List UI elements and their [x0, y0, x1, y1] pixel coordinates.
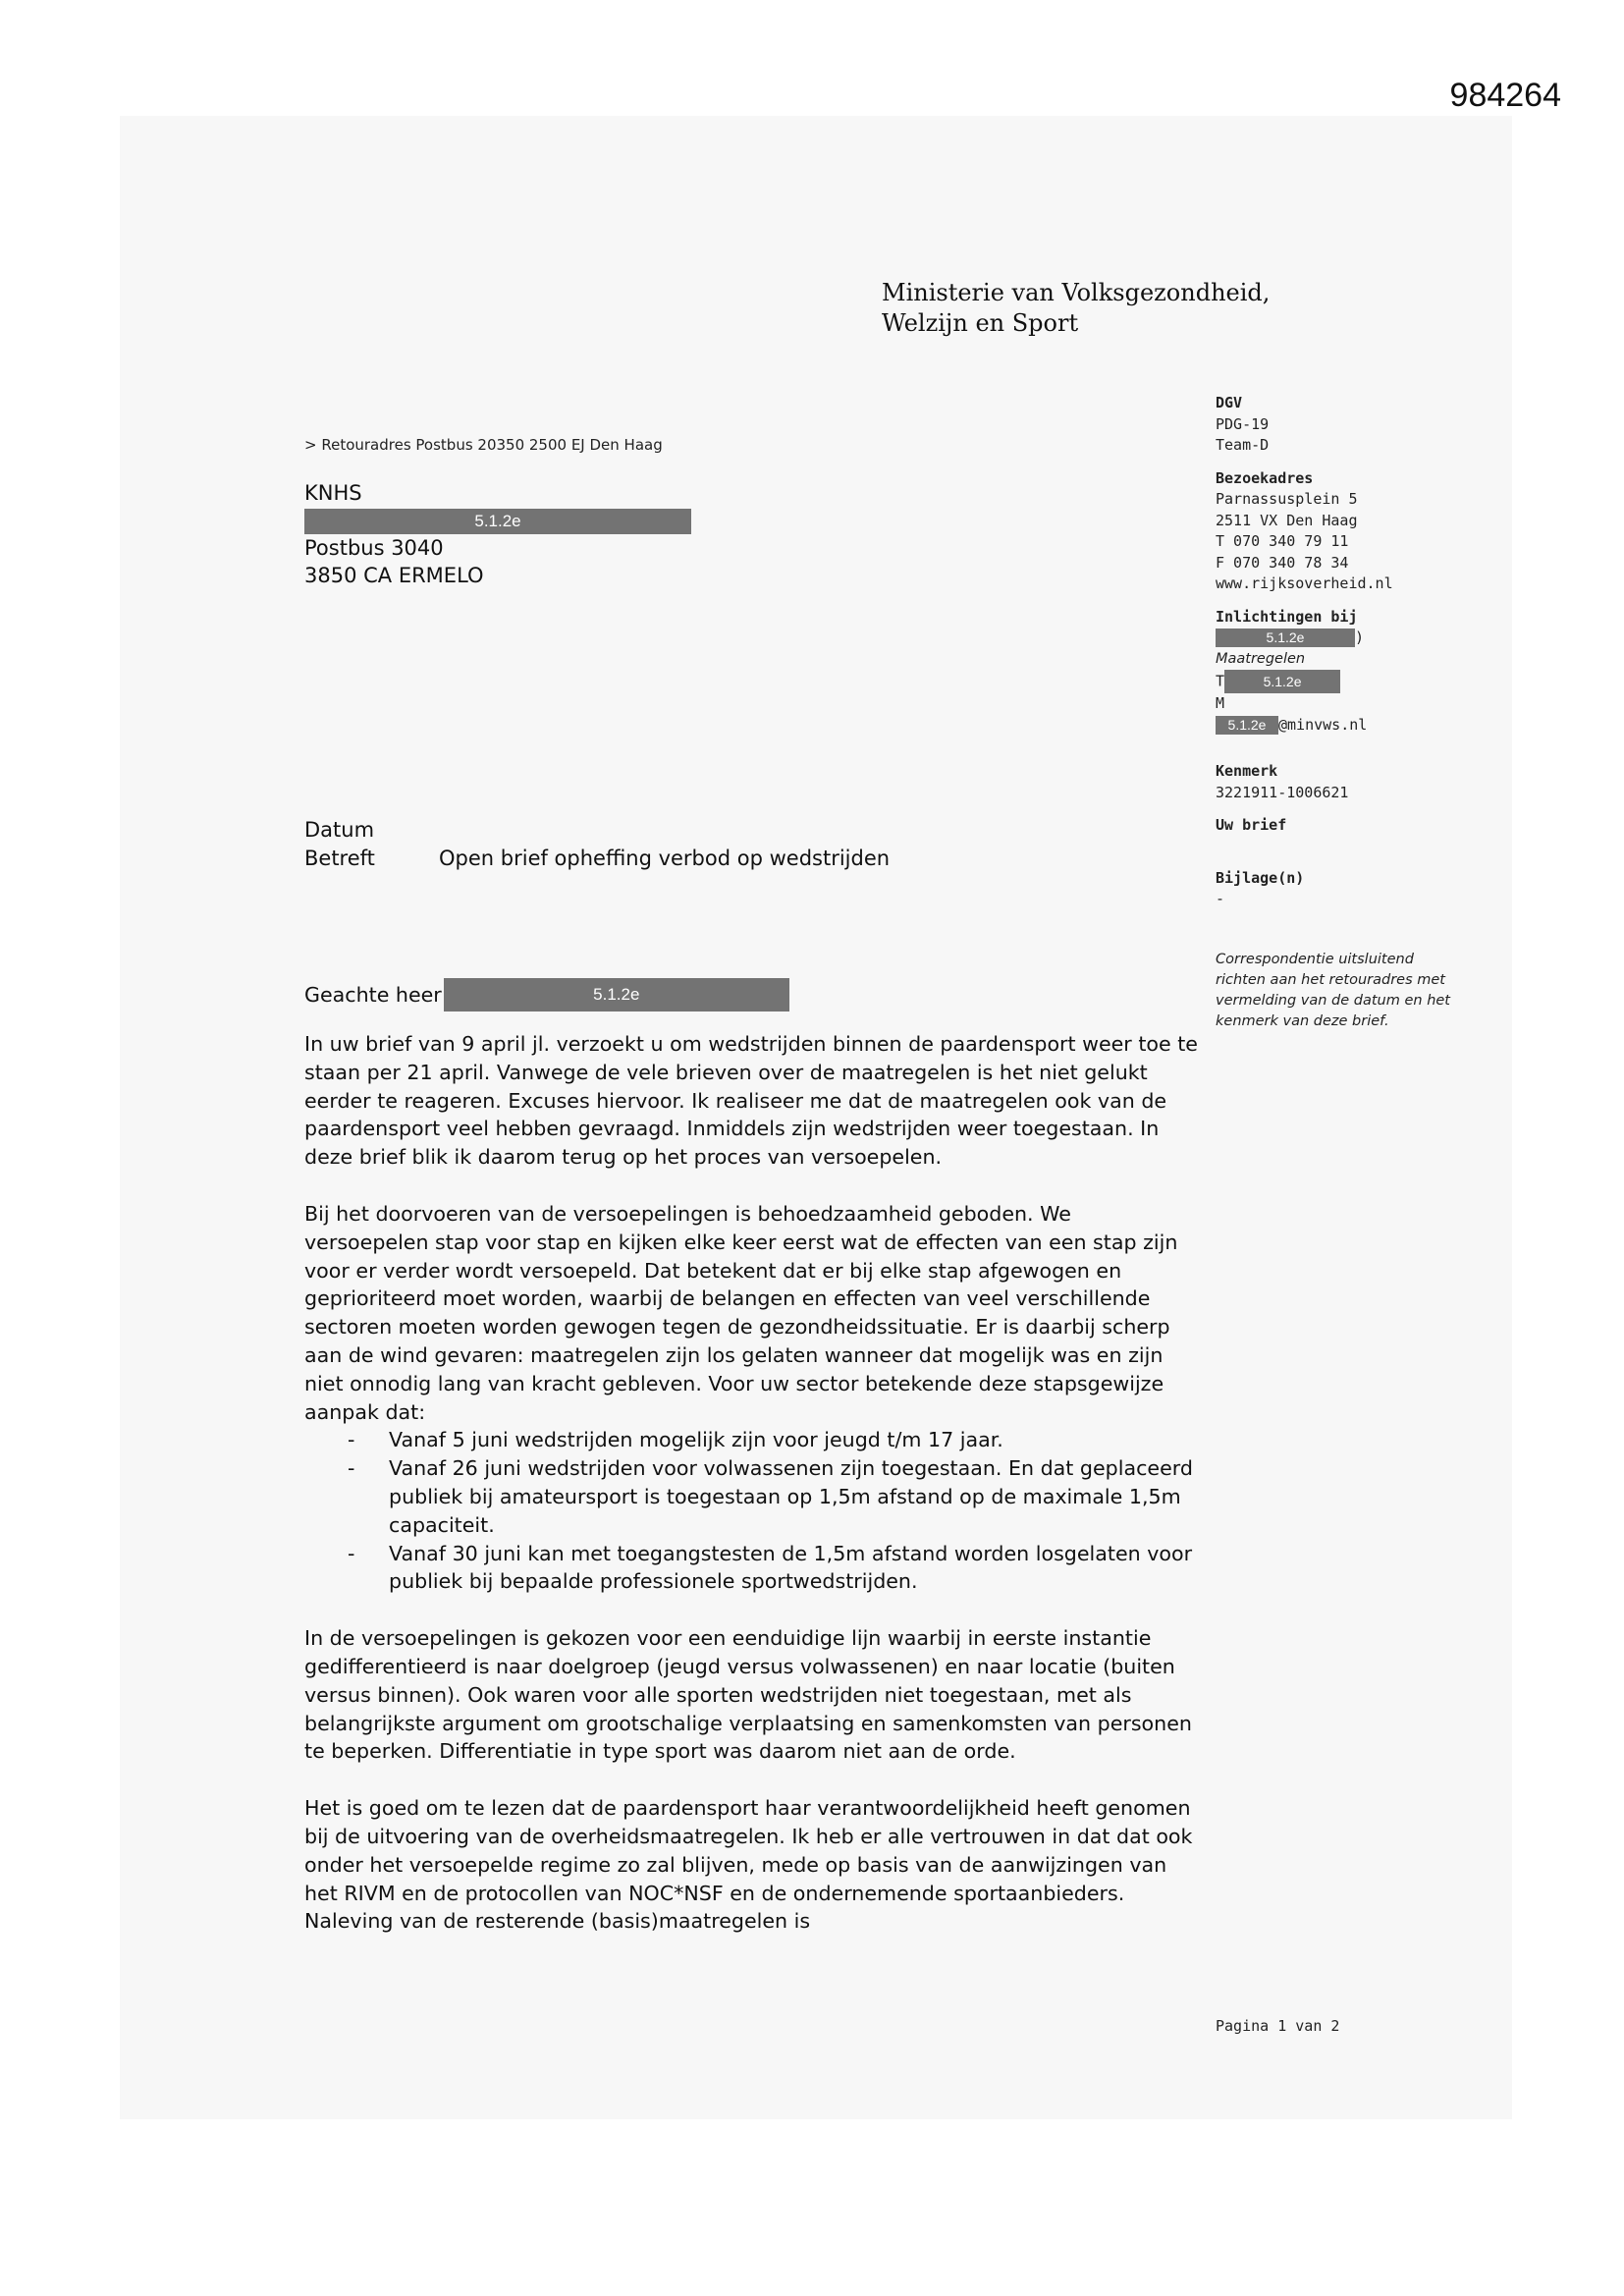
website-link[interactable]: www.rijksoverheid.nl — [1216, 574, 1393, 592]
recipient-address — [304, 479, 691, 589]
visit-label: Bezoekadres — [1216, 468, 1314, 487]
street: Parnassusplein 5 — [1216, 490, 1358, 508]
measures-list — [304, 1426, 1200, 1596]
t-label: T — [1216, 672, 1225, 690]
info-topic: Maatregelen — [1216, 650, 1306, 667]
ministry-logo-text — [882, 278, 1270, 339]
redacted-block: 5.1.2e — [304, 509, 691, 534]
postal: 2511 VX Den Haag — [1216, 511, 1358, 529]
team: Team-D — [1216, 436, 1270, 454]
dept: DGV — [1216, 394, 1243, 411]
redacted-block: 5.1.2e — [1216, 629, 1355, 647]
info-paren: ) — [1355, 629, 1365, 646]
your-letter-label: Uw brief — [1216, 816, 1287, 834]
salutation: Geachte heer — [304, 982, 442, 1007]
page-number: Pagina 1 van 2 — [1216, 2017, 1340, 2035]
correspondence-note: Correspondentie uitsluitend richten aan het retouradres met vermelding van de datum en het kenmerk van deze brief. — [1216, 951, 1450, 1029]
recipient-postbox: Postbus 3040 — [304, 536, 444, 560]
list-item: - Vanaf 5 juni wedstrijden mogelijk zijn voor jeugd t/m 17 jaar. — [304, 1426, 1200, 1454]
ref-value: 3221911-1006621 — [1216, 783, 1349, 801]
unit: PDG-19 — [1216, 414, 1270, 433]
return-address: > Retouradres Postbus 20350 2500 EJ Den Haag — [304, 436, 663, 454]
date-label: Datum — [304, 818, 375, 842]
redacted-block: 5.1.2e — [1216, 716, 1278, 735]
attachment-label: Bijlage(n) — [1216, 868, 1305, 887]
salutation-line — [304, 978, 1200, 1011]
recipient-org: KNHS — [304, 481, 362, 505]
sidebar-info — [1216, 393, 1471, 1032]
ministry-line-2: Welzijn en Sport — [882, 309, 1079, 337]
paragraph-4: Het is goed om te lezen dat de paardensport haar verantwoordelijkheid heeft genomen bij de uitvoering van de overheidsmaatregelen. Ik heb er alle vertrouwen in dat dat ook onder het versoepelde regime zo zal blijven, mede op basis van de aanwijzingen van het RIVM en de protocollen van NOC*NSF en de ondernemende sportaanbieders. Naleving van de resterende (basis)maatregelen is — [304, 1796, 1193, 1934]
fax: F 070 340 78 34 — [1216, 553, 1349, 572]
paragraph-3: In de versoepelingen is gekozen voor een eenduidige lijn waarbij in eerste instantie gedifferentieerd is naar doelgroep (jeugd versus volwassenen) en naar locatie (buiten versus binnen). Ook waren voor alle sporten wedstrijden niet toegestaan, met als belangrijkste argument om grootschalige verplaatsing en samenkomsten van personen te beperken. Differentiatie in type sport was daarom niet aan de orde. — [304, 1626, 1192, 1764]
m-label: M — [1216, 694, 1225, 712]
info-label: Inlichtingen bij — [1216, 607, 1358, 626]
ministry-line-1: Ministerie van Volksgezondheid, — [882, 279, 1271, 306]
redacted-block: 5.1.2e — [1224, 670, 1340, 693]
list-item: - Vanaf 26 juni wedstrijden voor volwassenen zijn toegestaan. En dat geplaceerd publiek bij amateursport is toegestaan op 1,5m afstand op de maximale 1,5m capaciteit. — [304, 1454, 1200, 1539]
recipient-city: 3850 CA ERMELO — [304, 564, 484, 587]
letter-meta — [304, 816, 890, 873]
paragraph-2: Bij het doorvoeren van de versoepelingen is behoedzaamheid geboden. We versoepelen stap voor stap en kijken elke keer eerst wat de effecten van een stap zijn voor er verder wordt versoepeld. Dat betekent dat er bij elke stap afgewogen en geprioriteerd moet worden, waarbij de belangen en effecten van veel verschillende sectoren moeten worden gewogen tegen de gezondheidssituatie. Er is daarbij scherp aan de wind gevaren: maatregelen zijn los gelaten wanneer dat mogelijk was en zijn niet onnodig lang van kracht gebleven. Voor uw sector betekende deze stapsgewijze aanpak dat: — [304, 1201, 1178, 1424]
email-domain: @minvws.nl — [1278, 715, 1368, 734]
list-item: - Vanaf 30 juni kan met toegangstesten de 1,5m afstand worden losgelaten voor publiek bij bepaalde professionele sportwedstrijden. — [304, 1540, 1200, 1597]
document-id: 984264 — [1449, 77, 1561, 114]
attachment-value: - — [1216, 890, 1225, 907]
letter-body — [304, 978, 1200, 1936]
paragraph-1: In uw brief van 9 april jl. verzoekt u om wedstrijden binnen de paardensport weer toe te staan per 21 april. Vanwege de vele brieven over de maatregelen is het niet gelukt eerder te reageren. Excuses hiervoor. Ik realiseer me dat de maatregelen ook van de paardensport veel hebben gevraagd. Inmiddels zijn wedstrijden weer toegestaan. In deze brief blik ik daarom terug op het proces van versoepelen. — [304, 1032, 1198, 1170]
phone: T 070 340 79 11 — [1216, 532, 1349, 550]
redacted-block: 5.1.2e — [444, 978, 789, 1011]
subject-value: Open brief opheffing verbod op wedstrijden — [439, 847, 891, 870]
subject-label: Betreft — [304, 847, 375, 870]
ref-label: Kenmerk — [1216, 762, 1278, 780]
